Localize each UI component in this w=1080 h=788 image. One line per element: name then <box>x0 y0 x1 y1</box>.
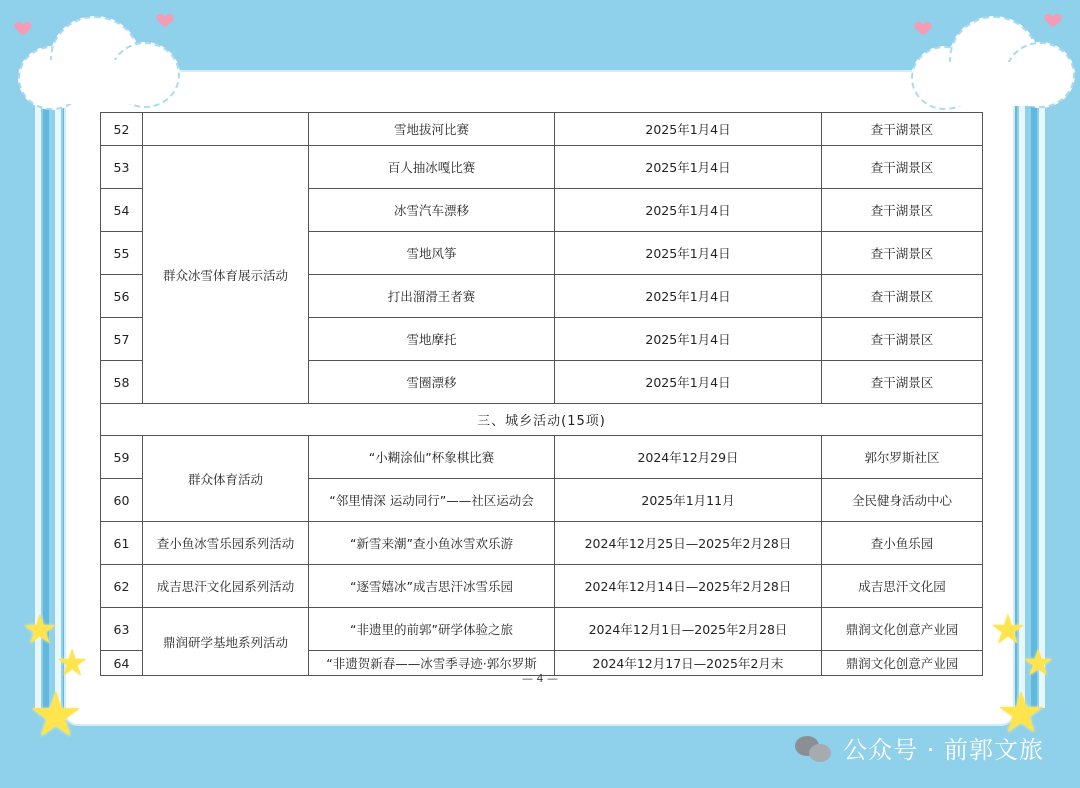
activity-venue: 鼎润文化创意产业园 <box>822 651 983 676</box>
activity-venue: 鼎润文化创意产业园 <box>822 608 983 651</box>
star-icon: ★ <box>996 681 1047 746</box>
activity-name: 冰雪汽车漂移 <box>309 189 555 232</box>
activity-name: 雪地风筝 <box>309 232 555 275</box>
section-header-row <box>101 404 983 436</box>
activity-date: 2025年1月4日 <box>555 318 822 361</box>
activity-date: 2025年1月4日 <box>555 146 822 189</box>
category-cell <box>143 113 309 146</box>
heart-icon <box>16 22 30 36</box>
star-icon: ★ <box>990 607 1026 653</box>
row-number: 52 <box>101 113 143 146</box>
activity-date: 2024年12月29日 <box>555 436 822 479</box>
category-cell: 成吉思汗文化园系列活动 <box>143 565 309 608</box>
activity-date: 2025年1月4日 <box>555 189 822 232</box>
row-number: 57 <box>101 318 143 361</box>
activity-date: 2025年1月4日 <box>555 361 822 404</box>
heart-icon <box>916 22 930 36</box>
activity-name: 打出溜滑王者赛 <box>309 275 555 318</box>
wechat-icon <box>793 733 833 763</box>
activity-name: “非遗里的前郭”研学体验之旅 <box>309 608 555 651</box>
category-cell: 查小鱼冰雪乐园系列活动 <box>143 522 309 565</box>
table-row <box>101 522 983 565</box>
activity-date: 2025年1月4日 <box>555 232 822 275</box>
section-header: 三、城乡活动(15项) <box>101 404 983 436</box>
activity-venue: 查小鱼乐园 <box>822 522 983 565</box>
activity-date: 2025年1月4日 <box>555 113 822 146</box>
activity-venue: 查干湖景区 <box>822 189 983 232</box>
star-icon: ★ <box>22 607 58 653</box>
activity-date: 2024年12月25日—2025年2月28日 <box>555 522 822 565</box>
activity-date: 2025年1月4日 <box>555 275 822 318</box>
row-number: 61 <box>101 522 143 565</box>
activity-name: “小糊涂仙”杯象棋比赛 <box>309 436 555 479</box>
activity-name: “逐雪嬉冰”成吉思汗冰雪乐园 <box>309 565 555 608</box>
activity-name: “非遗贺新春——冰雪季寻迹·郭尔罗斯 <box>309 651 555 676</box>
heart-icon <box>1046 14 1060 28</box>
activity-venue: 查干湖景区 <box>822 361 983 404</box>
activity-name: “新雪来潮”查小鱼冰雪欢乐游 <box>309 522 555 565</box>
activity-venue: 查干湖景区 <box>822 113 983 146</box>
category-cell: 群众体育活动 <box>143 436 309 522</box>
row-number: 59 <box>101 436 143 479</box>
table-row <box>101 436 983 479</box>
account-name: 公众号 · 前郭文旅 <box>843 736 1044 764</box>
row-number: 53 <box>101 146 143 189</box>
activity-venue: 查干湖景区 <box>822 318 983 361</box>
row-number: 64 <box>101 651 143 676</box>
category-cell: 鼎润研学基地系列活动 <box>143 608 309 676</box>
activity-venue: 全民健身活动中心 <box>822 479 983 522</box>
activity-venue: 查干湖景区 <box>822 232 983 275</box>
table-row <box>101 565 983 608</box>
activity-name: 雪圈漂移 <box>309 361 555 404</box>
row-number: 63 <box>101 608 143 651</box>
row-number: 56 <box>101 275 143 318</box>
activity-name: 雪地摩托 <box>309 318 555 361</box>
activity-venue: 郭尔罗斯社区 <box>822 436 983 479</box>
row-number: 60 <box>101 479 143 522</box>
table-row <box>101 608 983 651</box>
table-row <box>101 113 983 146</box>
activity-date: 2024年12月14日—2025年2月28日 <box>555 565 822 608</box>
activity-name: 雪地拔河比赛 <box>309 113 555 146</box>
activity-name: “邻里情深 运动同行”——社区运动会 <box>309 479 555 522</box>
heart-icon <box>158 14 172 28</box>
category-cell: 群众冰雪体育展示活动 <box>143 146 309 404</box>
activity-name: 百人抽冰嘎比赛 <box>309 146 555 189</box>
row-number: 62 <box>101 565 143 608</box>
row-number: 54 <box>101 189 143 232</box>
activity-date: 2024年12月1日—2025年2月28日 <box>555 608 822 651</box>
activity-date: 2025年1月11月 <box>555 479 822 522</box>
activity-venue: 查干湖景区 <box>822 146 983 189</box>
table-row <box>101 146 983 189</box>
star-icon: ★ <box>56 643 89 684</box>
cloud-icon <box>10 10 180 110</box>
star-icon: ★ <box>28 678 84 751</box>
page-number: — 4 — <box>522 672 558 685</box>
wechat-account-footer <box>793 730 1044 765</box>
activity-venue: 查干湖景区 <box>822 275 983 318</box>
star-icon: ★ <box>1022 643 1055 684</box>
activity-date: 2024年12月17日—2025年2月末 <box>555 651 822 676</box>
activity-venue: 成吉思汗文化园 <box>822 565 983 608</box>
activity-schedule-table <box>100 112 983 676</box>
row-number: 58 <box>101 361 143 404</box>
row-number: 55 <box>101 232 143 275</box>
